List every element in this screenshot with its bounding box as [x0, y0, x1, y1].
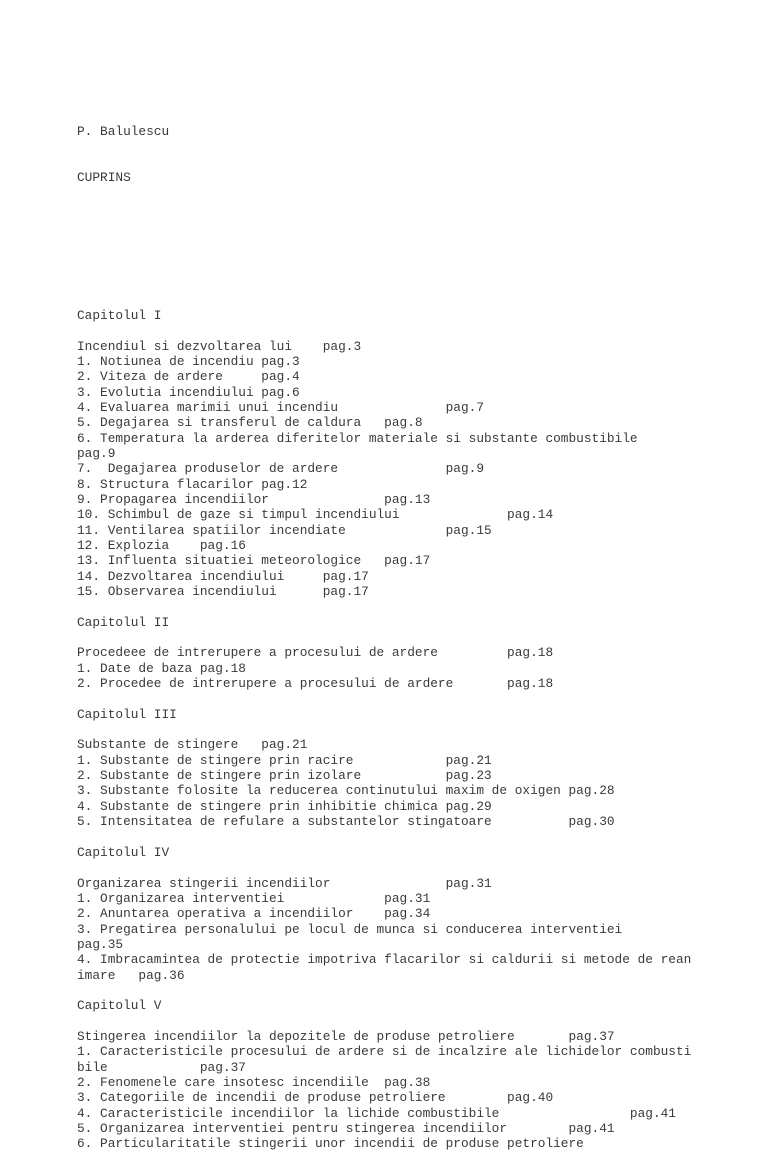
spacer: [77, 262, 757, 277]
toc-entry: 6. Particularitatile stingerii unor incendii de produse petroliere: [77, 1136, 584, 1152]
toc-entry: 2. Anuntarea operativa a incendiilor pag.34: [77, 906, 431, 922]
toc-entry: pag.35: [77, 936, 124, 952]
toc-entry: 4. Substante de stingere prin inhibitie chimica pag.29: [77, 798, 492, 814]
toc-entry: 4. Caracteristicile incendiilor la lichide combustibile pag.41: [77, 1105, 676, 1121]
chapter-section: [77, 707, 757, 845]
toc-entry: 2. Procedee de intrerupere a procesului de ardere pag.18: [77, 676, 554, 692]
chapter-title: Capitolul I: [77, 307, 162, 323]
toc-entry: 5. Organizarea interventiei pentru stingerea incendiilor pag.41: [77, 1121, 615, 1137]
toc-entry: imare pag.36: [77, 967, 185, 983]
toc-entry: 10. Schimbul de gaze si timpul incendiului pag.14: [77, 507, 554, 523]
toc-entry: 6. Temperatura la arderea diferitelor materiale si substante combustibile: [77, 430, 638, 446]
toc-entry: bile pag.37: [77, 1059, 246, 1075]
chapter-title: Capitolul V: [77, 998, 162, 1014]
toc-entry: 11. Ventilarea spatiilor incendiate pag.15: [77, 522, 492, 538]
toc-entry: 5. Degajarea si transferul de caldura pag.8: [77, 415, 423, 431]
toc-entry: 1. Date de baza pag.18: [77, 660, 246, 676]
spacer: [77, 599, 757, 614]
toc-entry: 3. Pregatirea personalului pe locul de munca si conducerea interventiei: [77, 921, 623, 937]
chapter-title: Capitolul II: [77, 614, 170, 630]
toc-entry: 1. Caracteristicile procesului de ardere si de incalzire ale lichidelor combusti: [77, 1044, 692, 1060]
spacer: [77, 691, 757, 706]
toc-entry: Substante de stingere pag.21: [77, 737, 308, 753]
toc-entry: Organizarea stingerii incendiilor pag.31: [77, 875, 492, 891]
toc-entry: 4. Imbracamintea de protectie impotriva flacarilor si caldurii si metode de rean: [77, 952, 692, 968]
toc-entry: 2. Substante de stingere prin izolare pag.23: [77, 768, 492, 784]
toc-entry: 1. Organizarea interventiei pag.31: [77, 890, 431, 906]
toc-entry: 3. Evolutia incendiului pag.6: [77, 384, 300, 400]
spacer: [77, 983, 757, 998]
chapter-section: [77, 845, 757, 998]
toc-entry: 4. Evaluarea marimii unui incendiu pag.7: [77, 399, 485, 415]
table-of-contents: [77, 308, 757, 1152]
chapter-section: [77, 308, 757, 615]
toc-entry: 2. Fenomenele care insotesc incendiile pag.38: [77, 1075, 431, 1090]
spacer: [77, 860, 757, 875]
toc-entry: 8. Structura flacarilor pag.12: [77, 476, 308, 492]
toc-entry: 1. Notiunea de incendiu pag.3: [77, 353, 300, 369]
author-line: P. Balulescu: [77, 123, 170, 139]
toc-entry: Procedeee de intrerupere a procesului de ardere pag.18: [77, 645, 554, 661]
chapter-section: [77, 615, 757, 707]
toc-entry: 5. Intensitatea de refulare a substantelor stingatoare pag.30: [77, 814, 615, 830]
toc-entry: 7. Degajarea produselor de ardere pag.9: [77, 461, 485, 477]
spacer: [77, 830, 757, 845]
spacer: [77, 1014, 757, 1029]
toc-entry: 2. Viteza de ardere pag.4: [77, 369, 300, 385]
toc-entry: 3. Substante folosite la reducerea continutului maxim de oxigen pag.28: [77, 783, 615, 799]
document-page: [77, 93, 757, 1167]
toc-entry: 3. Categoriile de incendii de produse petroliere pag.40: [77, 1090, 554, 1106]
spacer: [77, 323, 757, 338]
toc-entry: pag.9: [77, 445, 116, 461]
toc-entry: 13. Influenta situatiei meteorologice pag.17: [77, 553, 431, 569]
spacer: [77, 216, 757, 231]
contents-heading: CUPRINS: [77, 169, 131, 185]
toc-entry: Incendiul si dezvoltarea lui pag.3: [77, 338, 362, 354]
toc-entry: 9. Propagarea incendiilor pag.13: [77, 491, 431, 507]
toc-entry: 12. Explozia pag.16: [77, 537, 246, 553]
toc-entry: 15. Observarea incendiului pag.17: [77, 584, 369, 599]
toc-entry: Stingerea incendiilor la depozitele de produse petroliere pag.37: [77, 1028, 615, 1044]
spacer: [77, 722, 757, 737]
spacer: [77, 630, 757, 645]
toc-entry: 1. Substante de stingere prin racire pag.21: [77, 752, 492, 768]
chapter-section: [77, 998, 757, 1151]
chapter-title: Capitolul III: [77, 706, 177, 722]
toc-entry: 14. Dezvoltarea incendiului pag.17: [77, 568, 369, 584]
chapter-title: Capitolul IV: [77, 844, 170, 860]
